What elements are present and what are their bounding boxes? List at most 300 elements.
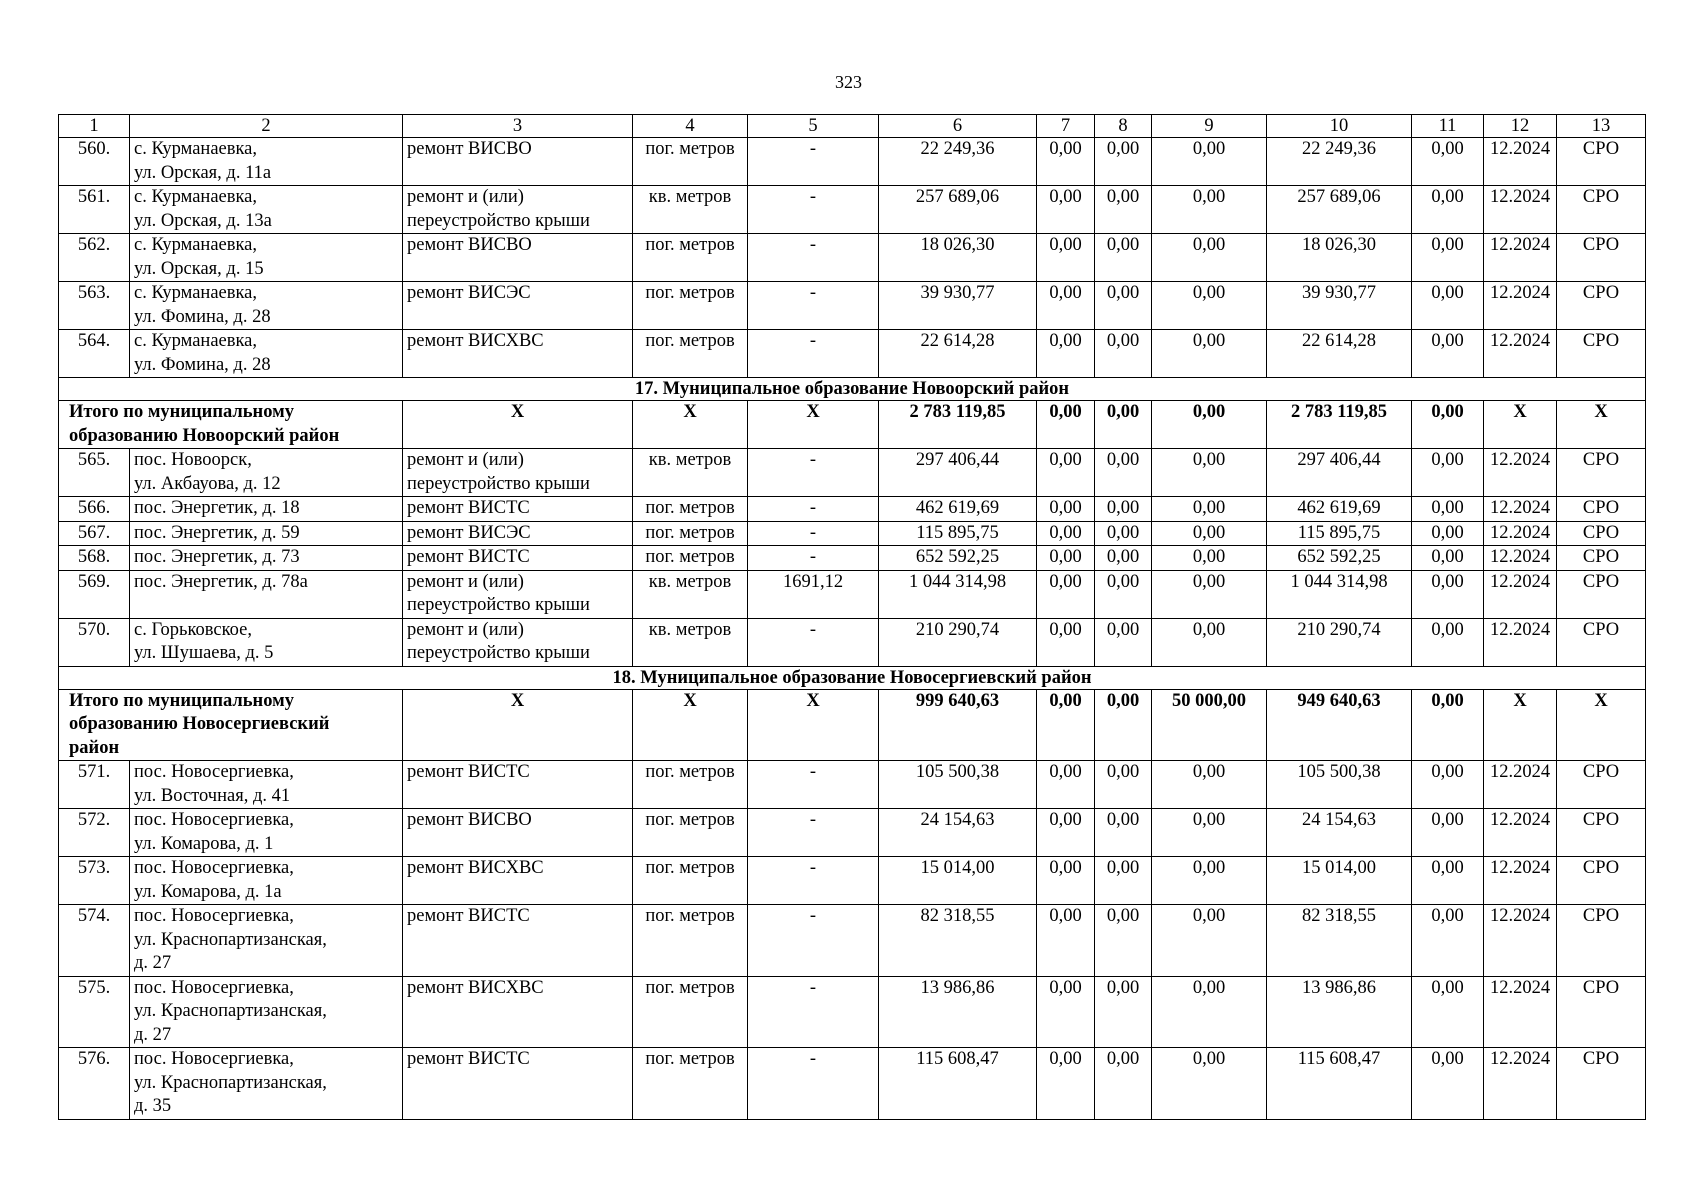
table-row — [59, 497, 1646, 522]
total-row — [59, 401, 1646, 449]
header-row — [59, 115, 1646, 138]
cell-c10: 210 290,74 — [1267, 618, 1412, 666]
table-row — [59, 234, 1646, 282]
work-type-line: переустройство крыши — [407, 643, 590, 663]
address-line: д. 27 — [134, 953, 172, 973]
work-type — [403, 618, 633, 666]
cell-c7: 0,00 — [1037, 449, 1095, 497]
cell-c5: - — [748, 905, 879, 977]
cell-c9: 0,00 — [1152, 449, 1267, 497]
row-number: 575. — [59, 976, 130, 1048]
cell-c6: 1 044 314,98 — [879, 570, 1037, 618]
cell-c10: 949 640,63 — [1267, 689, 1412, 761]
table-row — [59, 186, 1646, 234]
table-row — [59, 521, 1646, 546]
cell-c6: 999 640,63 — [879, 689, 1037, 761]
cell-c6: 22 614,28 — [879, 330, 1037, 378]
cell-c11: 0,00 — [1412, 809, 1484, 857]
total-label-line: район — [69, 737, 120, 758]
cell-c12: 12.2024 — [1484, 570, 1557, 618]
cell-c12: 12.2024 — [1484, 330, 1557, 378]
cell-c10: 115 895,75 — [1267, 521, 1412, 546]
cell-c11: 0,00 — [1412, 546, 1484, 571]
work-type — [403, 905, 633, 977]
cell-c12: 12.2024 — [1484, 618, 1557, 666]
row-number: 567. — [59, 521, 130, 546]
cell-c10: 297 406,44 — [1267, 449, 1412, 497]
cell-c8: 0,00 — [1095, 521, 1152, 546]
cell-c8: 0,00 — [1095, 857, 1152, 905]
cell-c7: 0,00 — [1037, 689, 1095, 761]
address-line: ул. Фомина, д. 28 — [134, 354, 271, 375]
cell-c9: 0,00 — [1152, 570, 1267, 618]
cell-c13: СРО — [1557, 138, 1646, 186]
work-type — [403, 234, 633, 282]
table-row — [59, 570, 1646, 618]
cell-c8: 0,00 — [1095, 138, 1152, 186]
address-line: пос. Новосергиевка, — [134, 762, 294, 782]
cell-c8: 0,00 — [1095, 809, 1152, 857]
address-line: с. Горьковское, — [134, 619, 252, 640]
work-type-line: ремонт и (или) — [407, 571, 524, 592]
cell-c11: 0,00 — [1412, 1048, 1484, 1120]
cell-c8: 0,00 — [1095, 186, 1152, 234]
cell-c12: 12.2024 — [1484, 449, 1557, 497]
work-type — [403, 857, 633, 905]
unit-of-measure: пог. метров — [633, 546, 748, 571]
cell-c6: 297 406,44 — [879, 449, 1037, 497]
cell-c9: 0,00 — [1152, 234, 1267, 282]
work-type-line: ремонт ВИСВО — [407, 235, 532, 255]
cell-c10: 105 500,38 — [1267, 761, 1412, 809]
column-header: 13 — [1557, 115, 1646, 138]
address-line: ул. Фомина, д. 28 — [134, 306, 271, 327]
cell-c11: 0,00 — [1412, 401, 1484, 449]
unit-of-measure: пог. метров — [633, 497, 748, 522]
table-body — [59, 115, 1646, 1120]
cell-c5: - — [748, 1048, 879, 1120]
cell-c13: СРО — [1557, 234, 1646, 282]
unit-of-measure: пог. метров — [633, 857, 748, 905]
total-label-line: образованию Новосергиевский — [69, 714, 330, 734]
cell-c7: 0,00 — [1037, 282, 1095, 330]
cell-c8: 0,00 — [1095, 234, 1152, 282]
cell-c6: 13 986,86 — [879, 976, 1037, 1048]
address-line: с. Курманаевка, — [134, 235, 258, 255]
work-type — [403, 976, 633, 1048]
work-type-line: ремонт ВИСВО — [407, 139, 532, 159]
unit-of-measure: пог. метров — [633, 1048, 748, 1120]
cell-c12: 12.2024 — [1484, 234, 1557, 282]
cell-c5: - — [748, 449, 879, 497]
work-type-line: ремонт и (или) — [407, 187, 524, 207]
cell-c5: - — [748, 138, 879, 186]
cell-c9: 0,00 — [1152, 330, 1267, 378]
work-type — [403, 1048, 633, 1120]
cell-c13: СРО — [1557, 521, 1646, 546]
cell-c12: 12.2024 — [1484, 497, 1557, 522]
row-number: 569. — [59, 570, 130, 618]
table-row — [59, 449, 1646, 497]
cell-c9: 0,00 — [1152, 809, 1267, 857]
cell-c13: СРО — [1557, 497, 1646, 522]
address — [130, 449, 403, 497]
cell-c5: - — [748, 282, 879, 330]
cell-c13: СРО — [1557, 1048, 1646, 1120]
address — [130, 138, 403, 186]
cell-c12: 12.2024 — [1484, 138, 1557, 186]
cell-c12: 12.2024 — [1484, 761, 1557, 809]
cell-col4: Х — [633, 401, 748, 449]
work-type — [403, 186, 633, 234]
row-number: 565. — [59, 449, 130, 497]
work-type — [403, 282, 633, 330]
cell-c13: СРО — [1557, 449, 1646, 497]
work-type-line: ремонт ВИСТС — [407, 498, 530, 518]
cell-c8: 0,00 — [1095, 546, 1152, 571]
cell-c6: 105 500,38 — [879, 761, 1037, 809]
address — [130, 497, 403, 522]
cell-c11: 0,00 — [1412, 976, 1484, 1048]
work-type-line: ремонт ВИСТС — [407, 1049, 530, 1069]
cell-c5: - — [748, 521, 879, 546]
cell-c9: 50 000,00 — [1152, 689, 1267, 761]
cell-c12: Х — [1484, 401, 1557, 449]
cell-c5: - — [748, 497, 879, 522]
cell-c9: 0,00 — [1152, 282, 1267, 330]
work-type-line: переустройство крыши — [407, 595, 590, 615]
section-title: 18. Муниципальное образование Новосергиевский район — [59, 666, 1646, 689]
address-line: ул. Восточная, д. 41 — [134, 785, 291, 806]
column-header: 9 — [1152, 115, 1267, 138]
work-type-line: ремонт ВИСХВС — [407, 977, 544, 998]
address-line: ул. Орская, д. 15 — [134, 258, 264, 279]
cell-c12: 12.2024 — [1484, 282, 1557, 330]
work-type — [403, 809, 633, 857]
unit-of-measure: пог. метров — [633, 976, 748, 1048]
cell-c8: 0,00 — [1095, 570, 1152, 618]
address-line: ул. Орская, д. 13а — [134, 210, 272, 231]
address — [130, 282, 403, 330]
cell-c5: - — [748, 234, 879, 282]
cell-c8: 0,00 — [1095, 1048, 1152, 1120]
address — [130, 809, 403, 857]
cell-c5: - — [748, 186, 879, 234]
work-type-line: ремонт ВИСЭС — [407, 283, 531, 303]
cell-c10: 39 930,77 — [1267, 282, 1412, 330]
work-type-line: переустройство крыши — [407, 210, 590, 231]
table-row — [59, 282, 1646, 330]
unit-of-measure: кв. метров — [633, 570, 748, 618]
address-line: ул. Орская, д. 11а — [134, 162, 272, 183]
cell-c7: 0,00 — [1037, 618, 1095, 666]
total-label-line: Итого по муниципальному — [69, 402, 294, 422]
cell-c5: Х — [748, 401, 879, 449]
cell-c5: - — [748, 976, 879, 1048]
work-type-line: ремонт и (или) — [407, 619, 524, 640]
table-row — [59, 618, 1646, 666]
cell-c13: СРО — [1557, 282, 1646, 330]
address-line: пос. Новосергиевка, — [134, 1049, 294, 1069]
table-row — [59, 546, 1646, 571]
cell-c12: 12.2024 — [1484, 976, 1557, 1048]
cell-c7: 0,00 — [1037, 1048, 1095, 1120]
cell-c10: 2 783 119,85 — [1267, 401, 1412, 449]
cell-c7: 0,00 — [1037, 546, 1095, 571]
cell-c8: 0,00 — [1095, 330, 1152, 378]
table-row — [59, 857, 1646, 905]
cell-c10: 22 249,36 — [1267, 138, 1412, 186]
cell-c7: 0,00 — [1037, 497, 1095, 522]
cell-c11: 0,00 — [1412, 186, 1484, 234]
cell-c11: 0,00 — [1412, 234, 1484, 282]
cell-c10: 115 608,47 — [1267, 1048, 1412, 1120]
address-line: пос. Энергетик, д. 78а — [134, 571, 308, 592]
table-row — [59, 330, 1646, 378]
address-line: ул. Краснопартизанская, — [134, 1072, 327, 1093]
unit-of-measure: пог. метров — [633, 761, 748, 809]
work-type-line: ремонт ВИСТС — [407, 762, 530, 782]
cell-col3: Х — [403, 689, 633, 761]
capital-repair-table — [58, 114, 1646, 1120]
cell-c10: 462 619,69 — [1267, 497, 1412, 522]
column-header: 2 — [130, 115, 403, 138]
column-header: 11 — [1412, 115, 1484, 138]
cell-c5: - — [748, 809, 879, 857]
cell-c8: 0,00 — [1095, 497, 1152, 522]
row-number: 571. — [59, 761, 130, 809]
total-label — [59, 689, 403, 761]
cell-c10: 15 014,00 — [1267, 857, 1412, 905]
cell-c9: 0,00 — [1152, 618, 1267, 666]
cell-c5: - — [748, 546, 879, 571]
row-number: 561. — [59, 186, 130, 234]
address — [130, 521, 403, 546]
address-line: пос. Новосергиевка, — [134, 858, 294, 878]
cell-c8: 0,00 — [1095, 689, 1152, 761]
work-type — [403, 521, 633, 546]
cell-c9: 0,00 — [1152, 905, 1267, 977]
cell-c11: 0,00 — [1412, 497, 1484, 522]
cell-c11: 0,00 — [1412, 449, 1484, 497]
cell-c11: 0,00 — [1412, 905, 1484, 977]
column-header: 3 — [403, 115, 633, 138]
cell-c6: 462 619,69 — [879, 497, 1037, 522]
address — [130, 234, 403, 282]
cell-col3: Х — [403, 401, 633, 449]
cell-c12: 12.2024 — [1484, 546, 1557, 571]
column-header: 1 — [59, 115, 130, 138]
work-type-line: ремонт ВИСТС — [407, 547, 530, 567]
section-row — [59, 378, 1646, 401]
work-type — [403, 330, 633, 378]
address-line: ул. Краснопартизанская, — [134, 1001, 327, 1021]
unit-of-measure: пог. метров — [633, 234, 748, 282]
cell-c6: 82 318,55 — [879, 905, 1037, 977]
address-line: д. 35 — [134, 1096, 172, 1116]
unit-of-measure: пог. метров — [633, 330, 748, 378]
cell-c11: 0,00 — [1412, 618, 1484, 666]
work-type — [403, 497, 633, 522]
address-line: пос. Новосергиевка, — [134, 906, 294, 926]
cell-c8: 0,00 — [1095, 976, 1152, 1048]
cell-c13: СРО — [1557, 546, 1646, 571]
cell-c5: 1691,12 — [748, 570, 879, 618]
table-row — [59, 976, 1646, 1048]
cell-c8: 0,00 — [1095, 282, 1152, 330]
total-label-line: образованию Новоорский район — [69, 425, 340, 446]
cell-c9: 0,00 — [1152, 546, 1267, 571]
cell-c9: 0,00 — [1152, 761, 1267, 809]
column-header: 5 — [748, 115, 879, 138]
row-number: 570. — [59, 618, 130, 666]
cell-c7: 0,00 — [1037, 809, 1095, 857]
unit-of-measure: кв. метров — [633, 618, 748, 666]
address — [130, 546, 403, 571]
row-number: 563. — [59, 282, 130, 330]
total-label — [59, 401, 403, 449]
cell-c9: 0,00 — [1152, 976, 1267, 1048]
cell-c10: 1 044 314,98 — [1267, 570, 1412, 618]
table-row — [59, 809, 1646, 857]
cell-c13: СРО — [1557, 186, 1646, 234]
cell-c11: 0,00 — [1412, 689, 1484, 761]
cell-c9: 0,00 — [1152, 186, 1267, 234]
cell-c7: 0,00 — [1037, 570, 1095, 618]
cell-c9: 0,00 — [1152, 1048, 1267, 1120]
address — [130, 570, 403, 618]
work-type — [403, 570, 633, 618]
cell-c7: 0,00 — [1037, 857, 1095, 905]
cell-c10: 257 689,06 — [1267, 186, 1412, 234]
cell-c12: Х — [1484, 689, 1557, 761]
address-line: ул. Шушаева, д. 5 — [134, 643, 274, 663]
row-number: 564. — [59, 330, 130, 378]
cell-c6: 18 026,30 — [879, 234, 1037, 282]
cell-c8: 0,00 — [1095, 401, 1152, 449]
cell-c6: 115 895,75 — [879, 521, 1037, 546]
address — [130, 186, 403, 234]
address-line: д. 27 — [134, 1024, 172, 1045]
cell-c12: 12.2024 — [1484, 857, 1557, 905]
cell-c10: 18 026,30 — [1267, 234, 1412, 282]
cell-c9: 0,00 — [1152, 138, 1267, 186]
work-type — [403, 138, 633, 186]
work-type-line: ремонт ВИСВО — [407, 810, 532, 830]
cell-c13: СРО — [1557, 761, 1646, 809]
cell-c7: 0,00 — [1037, 330, 1095, 378]
cell-col4: Х — [633, 689, 748, 761]
work-type-line: ремонт ВИСХВС — [407, 858, 544, 878]
cell-c13: СРО — [1557, 570, 1646, 618]
cell-c11: 0,00 — [1412, 330, 1484, 378]
cell-c7: 0,00 — [1037, 401, 1095, 449]
cell-c11: 0,00 — [1412, 138, 1484, 186]
cell-c6: 39 930,77 — [879, 282, 1037, 330]
cell-c8: 0,00 — [1095, 618, 1152, 666]
address — [130, 330, 403, 378]
column-header: 12 — [1484, 115, 1557, 138]
column-header: 8 — [1095, 115, 1152, 138]
cell-c10: 22 614,28 — [1267, 330, 1412, 378]
address-line: с. Курманаевка, — [134, 139, 258, 159]
unit-of-measure: пог. метров — [633, 905, 748, 977]
unit-of-measure: кв. метров — [633, 186, 748, 234]
table-row — [59, 905, 1646, 977]
address-line: ул. Акбауова, д. 12 — [134, 473, 281, 494]
cell-c9: 0,00 — [1152, 497, 1267, 522]
cell-c9: 0,00 — [1152, 857, 1267, 905]
address — [130, 976, 403, 1048]
address — [130, 618, 403, 666]
cell-c6: 210 290,74 — [879, 618, 1037, 666]
address-line: ул. Комарова, д. 1 — [134, 833, 274, 854]
cell-c13: Х — [1557, 401, 1646, 449]
cell-c12: 12.2024 — [1484, 521, 1557, 546]
address-line: пос. Энергетик, д. 73 — [134, 547, 300, 567]
row-number: 572. — [59, 809, 130, 857]
address-line: пос. Энергетик, д. 18 — [134, 498, 300, 518]
cell-c13: Х — [1557, 689, 1646, 761]
cell-c7: 0,00 — [1037, 905, 1095, 977]
address-line: пос. Новосергиевка, — [134, 977, 294, 998]
cell-c8: 0,00 — [1095, 449, 1152, 497]
work-type — [403, 761, 633, 809]
cell-c12: 12.2024 — [1484, 1048, 1557, 1120]
cell-c7: 0,00 — [1037, 521, 1095, 546]
table-row — [59, 138, 1646, 186]
cell-c7: 0,00 — [1037, 138, 1095, 186]
cell-c11: 0,00 — [1412, 761, 1484, 809]
work-type-line: ремонт ВИСХВС — [407, 331, 544, 351]
cell-c6: 652 592,25 — [879, 546, 1037, 571]
section-title: 17. Муниципальное образование Новоорский район — [59, 378, 1646, 401]
cell-c13: СРО — [1557, 905, 1646, 977]
column-header: 10 — [1267, 115, 1412, 138]
address-line: пос. Новосергиевка, — [134, 810, 294, 830]
cell-c9: 0,00 — [1152, 521, 1267, 546]
cell-c12: 12.2024 — [1484, 809, 1557, 857]
address-line: ул. Краснопартизанская, — [134, 929, 327, 950]
address-line: ул. Комарова, д. 1а — [134, 881, 282, 902]
address — [130, 761, 403, 809]
work-type-line: ремонт ВИСТС — [407, 906, 530, 926]
cell-c9: 0,00 — [1152, 401, 1267, 449]
cell-c6: 24 154,63 — [879, 809, 1037, 857]
table-row — [59, 761, 1646, 809]
unit-of-measure: пог. метров — [633, 521, 748, 546]
work-type-line: ремонт и (или) — [407, 450, 524, 470]
row-number: 568. — [59, 546, 130, 571]
column-header: 7 — [1037, 115, 1095, 138]
cell-c12: 12.2024 — [1484, 905, 1557, 977]
address — [130, 1048, 403, 1120]
cell-c5: - — [748, 761, 879, 809]
cell-c6: 115 608,47 — [879, 1048, 1037, 1120]
page-number: 323 — [835, 72, 862, 92]
cell-c8: 0,00 — [1095, 905, 1152, 977]
cell-c7: 0,00 — [1037, 761, 1095, 809]
row-number: 566. — [59, 497, 130, 522]
cell-c5: - — [748, 330, 879, 378]
unit-of-measure: пог. метров — [633, 809, 748, 857]
section-row — [59, 666, 1646, 689]
cell-c10: 24 154,63 — [1267, 809, 1412, 857]
cell-c13: СРО — [1557, 857, 1646, 905]
address-line: с. Курманаевка, — [134, 283, 258, 303]
cell-c6: 2 783 119,85 — [879, 401, 1037, 449]
cell-c8: 0,00 — [1095, 761, 1152, 809]
